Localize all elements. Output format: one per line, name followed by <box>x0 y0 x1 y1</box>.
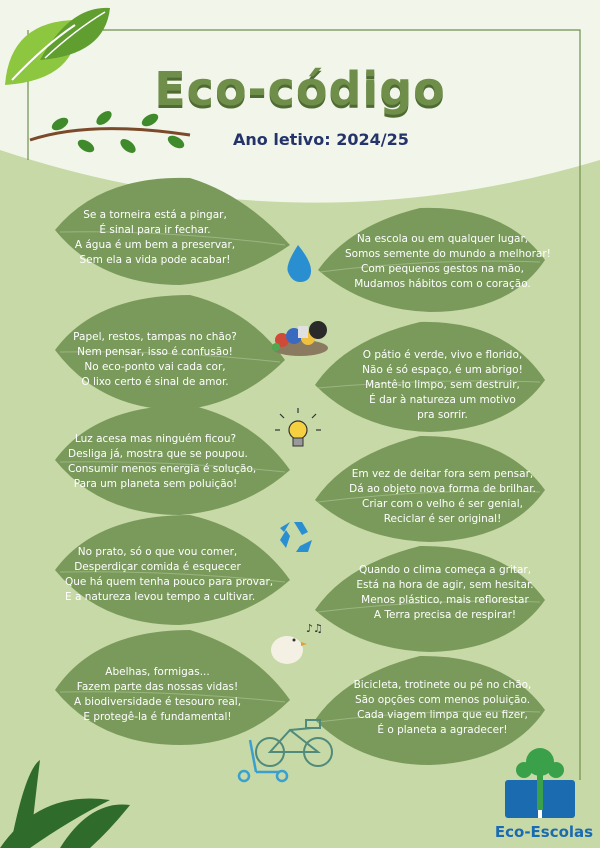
verse-water <box>70 208 240 268</box>
verse-school <box>345 232 551 292</box>
verse-line: Somos semente do mundo a melhorar! <box>345 248 551 260</box>
verse-line: No prato, só o que vou comer, <box>77 546 238 558</box>
verse-line: Nem pensar, isso é confusão! <box>77 346 233 358</box>
verse-line: pra sorrir. <box>417 409 468 421</box>
verse-line: Dá ao objeto nova forma de brilhar. <box>349 483 536 495</box>
svg-text:♪♫: ♪♫ <box>306 622 323 635</box>
verse-line: Fazem parte das nossas vidas! <box>76 681 239 693</box>
school-year-subtitle: Ano letivo: 2024/25 <box>233 130 409 149</box>
verse-line: É sinal para ir fechar. <box>99 224 211 236</box>
verse-line: São opções com menos poluição. <box>354 694 531 706</box>
verse-line: O pátio é verde, vivo e florido, <box>362 349 523 361</box>
verse-mobility <box>345 678 540 738</box>
verse-line: Consumir menos energia é solução, <box>68 463 257 475</box>
verse-line: E a natureza levou tempo a cultivar. <box>65 591 256 603</box>
verse-line: Em vez de deitar fora sem pensar, <box>351 468 534 480</box>
verse-line: Para um planeta sem poluição! <box>73 478 238 490</box>
verse-line: Criar com o velho é ser genial, <box>362 498 523 510</box>
verse-food <box>65 545 274 605</box>
verse-line: Menos plástico, mais reflorestar <box>361 594 529 606</box>
verse-line: Desliga já, mostra que se poupou. <box>68 448 248 460</box>
verse-line: Sem ela a vida pode acabar! <box>79 254 231 266</box>
verse-waste <box>70 330 240 390</box>
verse-line: Desperdiçar comida é esquecer <box>74 561 241 573</box>
verse-line: Papel, restos, tampas no chão? <box>73 331 237 343</box>
verse-line: Que há quem tenha pouco para provar, <box>65 576 274 588</box>
verse-line: E protegê-la é fundamental! <box>83 711 232 723</box>
verse-line: Mantê-lo limpo, sem destruir, <box>365 379 520 391</box>
verse-line: A biodiversidade é tesouro real, <box>73 696 242 708</box>
verse-line: No eco-ponto vai cada cor, <box>84 361 226 373</box>
verse-line: Se a torneira está a pingar, <box>83 209 227 221</box>
verse-line: Mudamos hábitos com o coração. <box>354 278 531 290</box>
verse-line: Abelhas, formigas... <box>105 666 210 678</box>
verse-line: Quando o clima começa a gritar, <box>358 564 532 576</box>
verse-line: A água é um bem a preservar, <box>74 239 236 251</box>
verse-line: Está na hora de agir, sem hesitar. <box>356 579 534 591</box>
verse-line: Cada viagem limpa que eu fizer, <box>357 709 528 721</box>
verse-line: É o planeta a agradecer! <box>377 724 508 736</box>
verse-schoolyard <box>350 348 535 423</box>
eco-escolas-logo-label: Eco-Escolas <box>494 823 594 841</box>
verse-line: Reciclar é ser original! <box>383 513 502 525</box>
verse-biodiversity <box>70 665 245 725</box>
page-title: Eco-código <box>154 62 446 116</box>
verse-line: Não é só espaço, é um abrigo! <box>362 364 523 376</box>
verse-line: Com pequenos gestos na mão, <box>361 263 524 275</box>
verse-climate <box>355 563 535 623</box>
verse-line: Luz acesa mas ninguém ficou? <box>74 433 237 445</box>
verse-reuse <box>345 467 540 527</box>
verse-line: Bicicleta, trotinete ou pé no chão, <box>353 679 532 691</box>
verse-line: É dar à natureza um motivo <box>369 394 516 406</box>
verse-line: A Terra precisa de respirar! <box>373 609 517 621</box>
verse-line: O lixo certo é sinal de amor. <box>81 376 229 388</box>
verse-energy <box>68 432 257 492</box>
verse-line: Na escola ou em qualquer lugar, <box>356 233 529 245</box>
